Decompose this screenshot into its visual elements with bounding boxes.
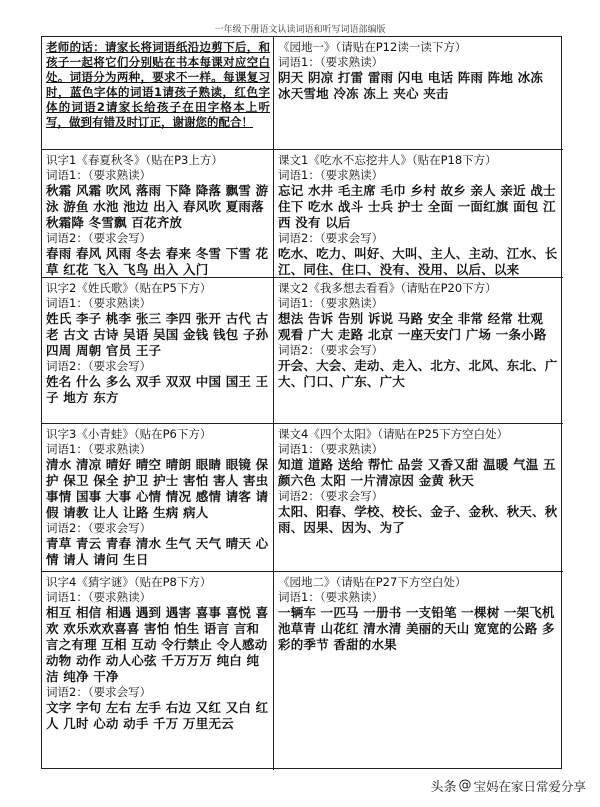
words1-list: 忘记 水井 毛主席 毛巾 乡村 故乡 亲人 亲近 战士 住下 吃水 战斗 士兵 护士 全面 一面红旗 面包 江西 没有 以后	[278, 183, 556, 230]
section-cell	[274, 150, 563, 278]
words1-subtitle: 词语1：（要求熟读）	[278, 590, 384, 604]
words2-list: 青草 青云 青春 清水 生气 天气 晴天 心情 请人 请问 生日	[46, 536, 269, 567]
section-cell	[42, 572, 274, 770]
words1-list: 想法 告诉 告别 诉说 马路 安全 非常 经常 壮观 观看 广大 走路 北京 一座天安门 广场 一条小路	[278, 311, 547, 342]
words1-subtitle: 词语1：（要求熟读）	[46, 296, 152, 310]
watermark-name: 宝妈在家日常爱分享	[473, 778, 586, 794]
words2-subtitle: 词语2：（要求会写）	[46, 359, 152, 373]
section-title: 《园地一》（请贴在P12读一读下方）	[278, 40, 467, 54]
words2-list: 春雨 春风 风雨 冬去 春来 冬雪 下雪 花草 红花 飞入 飞鸟 出入 入门	[46, 246, 269, 277]
section-cell	[42, 424, 274, 572]
teacher-notice: 老师的话：请家长将词语纸沿边剪下后，和孩子一起将它们分别贴在书本每课对应空白处。词语分为两种，要求不一样。每课复习时，蓝色字体的词语1请孩子熟读，红色字体的词语2请家长给孩子在田字格本上听写，做到有错及时订正，谢谢您的配合！	[46, 40, 270, 129]
section-title: 识字1《春夏秋冬》（贴在P3上方）	[46, 153, 223, 167]
words1-list: 知道 道路 送给 帮忙 品尝 又香又甜 温暖 气温 五颜六色 太阳 一片清凉因 金黄 秋天	[278, 457, 556, 488]
toutiao-logo-icon: 头条	[430, 780, 457, 795]
words2-list: 姓名 什么 多么 双手 双双 中国 国王 王子 地方 东方	[46, 374, 269, 405]
words1-list: 姓氏 李子 桃李 张三 李四 张开 古代 古老 古文 古诗 吴语 吴国 金钱 钱包 子孙 四周 周朝 官员 王子	[46, 311, 269, 358]
section-title: 《园地二》（请贴在P27下方空白处）	[278, 575, 467, 589]
words1-list: 清水 清凉 晴好 晴空 晴朗 眼睛 眼镜 保护 保卫 保全 护卫 护士 害怕 害人 害虫 事情 国事 大事 心情 情况 感情 请客 请假 请教 让人 让路 生病 病人	[46, 457, 269, 520]
section-title: 识字2《姓氏歌》（贴在P5下方）	[46, 281, 212, 295]
words2-subtitle: 词语2：（要求会写）	[278, 343, 384, 357]
words2-list: 太阳、阳春、学校、校长、金子、金秋、秋天、秋雨、因果、因为、为了	[278, 504, 558, 535]
words2-list: 开会、大会、走动、走入、北方、北风、东北、广大、门口、广东、广大	[278, 358, 558, 389]
at-sign: @	[458, 778, 472, 793]
page-header: 一年级下册语文认读词语和听写词语部编版	[214, 25, 386, 35]
words2-list: 文字 字句 左右 左手 右边 又红 又白 红人 几时 心动 动手 千万 万里无云	[46, 700, 269, 731]
words1-list: 秋霜 风霜 吹风 落雨 下降 降落 飘雪 游泳 游鱼 水池 池边 出入 春风吹 夏雨落 秋霜降 冬雪飘 百花齐放	[46, 183, 269, 230]
words2-subtitle: 词语2：（要求会写）	[46, 685, 152, 699]
words1-list: 一辆车 一匹马 一册书 一支铅笔 一棵树 一架飞机 池草青 山花红 清水清 美丽的天山 宽宽的公路 多彩的季节 香甜的水果	[278, 605, 555, 652]
watermark	[430, 776, 586, 795]
section-cell	[274, 424, 563, 572]
vocabulary-sheet	[41, 36, 562, 769]
words1-list: 阴天 阴凉 打雷 雷雨 闪电 电话 阵雨 阵地 冰冻 冰天雪地 冷冻 冻上 夹心 夹击	[278, 70, 544, 101]
words1-list: 相互 相信 相遇 遇到 遇害 喜事 喜悦 喜欢 欢乐欢欢喜喜 害怕 怕生 语言 言和 言之有理 互相 互动 令行禁止 令人感动 动物 动作 动人心弦 千万万万 纯白 纯洁 纯净 干净	[46, 605, 269, 684]
section-cell	[274, 278, 563, 424]
words2-subtitle: 词语2：（要求会写）	[278, 231, 384, 245]
words1-subtitle: 词语1：（要求熟读）	[278, 442, 384, 456]
words1-subtitle: 词语1：（要求熟读）	[46, 168, 152, 182]
words1-subtitle: 词语1：（要求熟读）	[278, 55, 384, 69]
section-title: 识字3《小青蛙》（贴在P6下方）	[46, 427, 212, 441]
words2-subtitle: 词语2：（要求会写）	[46, 231, 152, 245]
section-cell	[42, 150, 274, 278]
section-title: 识字4《猜字谜》（贴在P8下方）	[46, 575, 212, 589]
section-cell	[274, 572, 563, 770]
section-title: 课文4《四个太阳》（请贴在P25下方空白处）	[278, 427, 509, 441]
words2-list: 吃水、吃力、叫好、大叫、主人、主动、江水、长江、同住、住口、没有、没用、以后、以来	[278, 246, 558, 277]
words1-subtitle: 词语1：（要求熟读）	[278, 296, 384, 310]
section-cell	[42, 278, 274, 424]
words1-subtitle: 词语1：（要求熟读）	[46, 442, 152, 456]
section-title: 课文2《我多想去看看》（请贴在P20下方）	[278, 281, 497, 295]
section-cell	[274, 37, 563, 150]
words1-subtitle: 词语1：（要求熟读）	[46, 590, 152, 604]
words2-subtitle: 词语2：（要求会写）	[46, 521, 152, 535]
teacher-notice-cell	[42, 37, 274, 150]
words1-subtitle: 词语1：（要求熟读）	[278, 168, 384, 182]
section-title: 课文1《吃水不忘挖井人》（贴在P18下方）	[278, 153, 497, 167]
words2-subtitle: 词语2：（要求会写）	[278, 489, 384, 503]
